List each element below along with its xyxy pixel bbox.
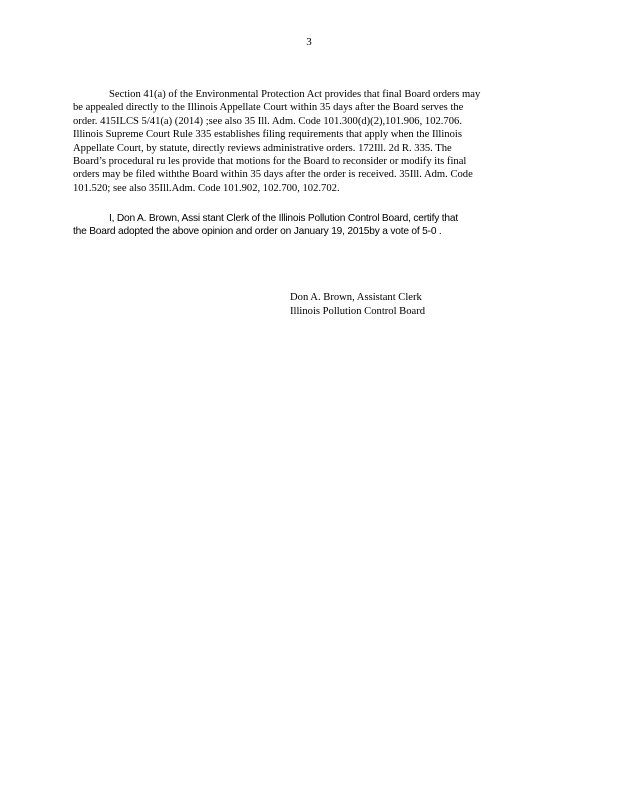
paragraph-line: 101.520; see also 35Ill.Adm. Code 101.902, 102.700, 102.702. bbox=[73, 182, 340, 194]
paragraph-line: order. 415ILCS 5/41(a) (2014) ;see also 35 Ill. Adm. Code 101.300(d)(2),101.906, 102.706. bbox=[73, 115, 462, 127]
paragraph-line: Board’s procedural ru les provide that motions for the Board to reconsider or modify its final bbox=[73, 156, 467, 168]
signature-name: Don A. Brown, Assistant Clerk bbox=[290, 292, 422, 303]
paragraph-line: Section 41(a) of the Environmental Protection Act provides that final Board orders may bbox=[109, 89, 481, 100]
page-number: 3 bbox=[306, 36, 312, 48]
certification-paragraph bbox=[73, 212, 528, 239]
paragraph-line: I, Don A. Brown, Assi stant Clerk of the Illinois Pollution Control Board, certify that bbox=[109, 213, 458, 224]
paragraph-line: be appealed directly to the Illinois Appellate Court within 35 days after the Board serves the bbox=[73, 102, 464, 114]
paragraph-line: Appellate Court, by statute, directly reviews administrative orders. 172Ill. 2d R. 335. The bbox=[73, 142, 452, 154]
appeal-rights-paragraph bbox=[73, 88, 528, 195]
paragraph-line: Illinois Supreme Court Rule 335 establishes filing requirements that apply when the Illinois bbox=[73, 129, 462, 141]
signature-block bbox=[290, 291, 425, 318]
paragraph-line: the Board adopted the above opinion and order on January 19, 2015by a vote of 5-0 . bbox=[73, 226, 442, 238]
signature-organization: Illinois Pollution Control Board bbox=[290, 305, 426, 317]
paragraph-line: orders may be filed withthe Board within 35 days after the order is received. 35Ill. Adm. Code bbox=[73, 169, 473, 181]
